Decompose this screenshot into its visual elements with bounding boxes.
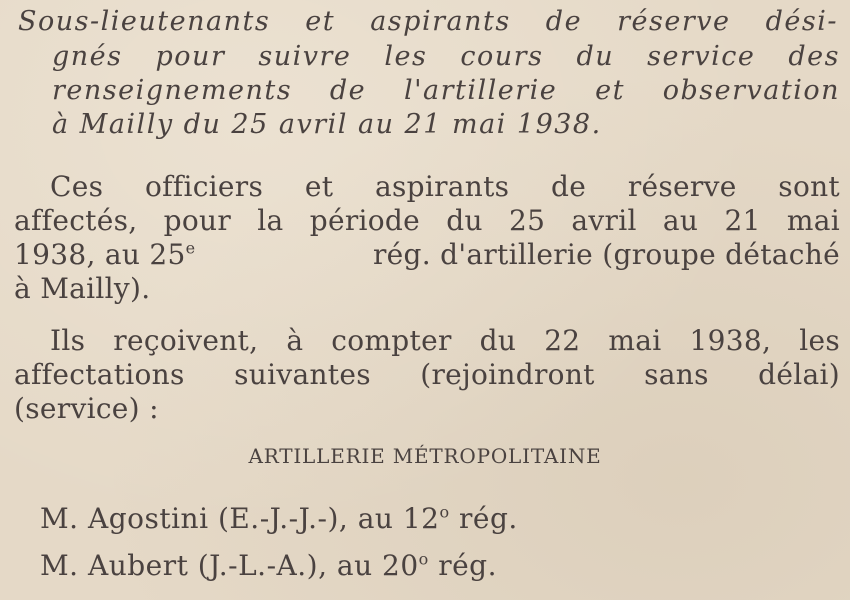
para2-line-3: (service) : [14, 392, 159, 425]
entry-aubert: M. Aubert (J.-L.-A.), au 20$^o$ rég. [40, 549, 497, 582]
entry-agostini: M. Agostini (E.-J.-J.-), au 12$^o$ rég. [40, 502, 518, 535]
intro-line-4: à Mailly du 25 avril au 21 mai 1938. [52, 109, 602, 140]
para2-line-2: affectations suivantes (rejoindront sans délai) [14, 358, 840, 391]
para1-line-3 [14, 238, 840, 272]
section-heading: ARTILLERIE MÉTROPOLITAINE [248, 444, 602, 468]
intro-line-3: renseignements de l'artillerie et observation [52, 75, 840, 106]
intro-line-2: gnés pour suivre les cours du service des [52, 41, 840, 72]
para1-line-4: à Mailly). [14, 272, 151, 305]
para2-line-1: Ils reçoivent, à compter du 22 mai 1938, les [50, 324, 840, 357]
para1-line-3-end: rég. d'artillerie (groupe détaché [372, 238, 840, 271]
intro-line-1: Sous-lieutenants et aspirants de réserve dési- [18, 6, 838, 37]
para1-line-2: affectés, pour la période du 25 avril au 21 mai [14, 204, 840, 237]
para1-line-1: Ces officiers et aspirants de réserve sont [50, 170, 840, 203]
ordinal-sup: e [185, 238, 196, 258]
para1-line-3-start: 1938, au 25e [14, 238, 196, 271]
